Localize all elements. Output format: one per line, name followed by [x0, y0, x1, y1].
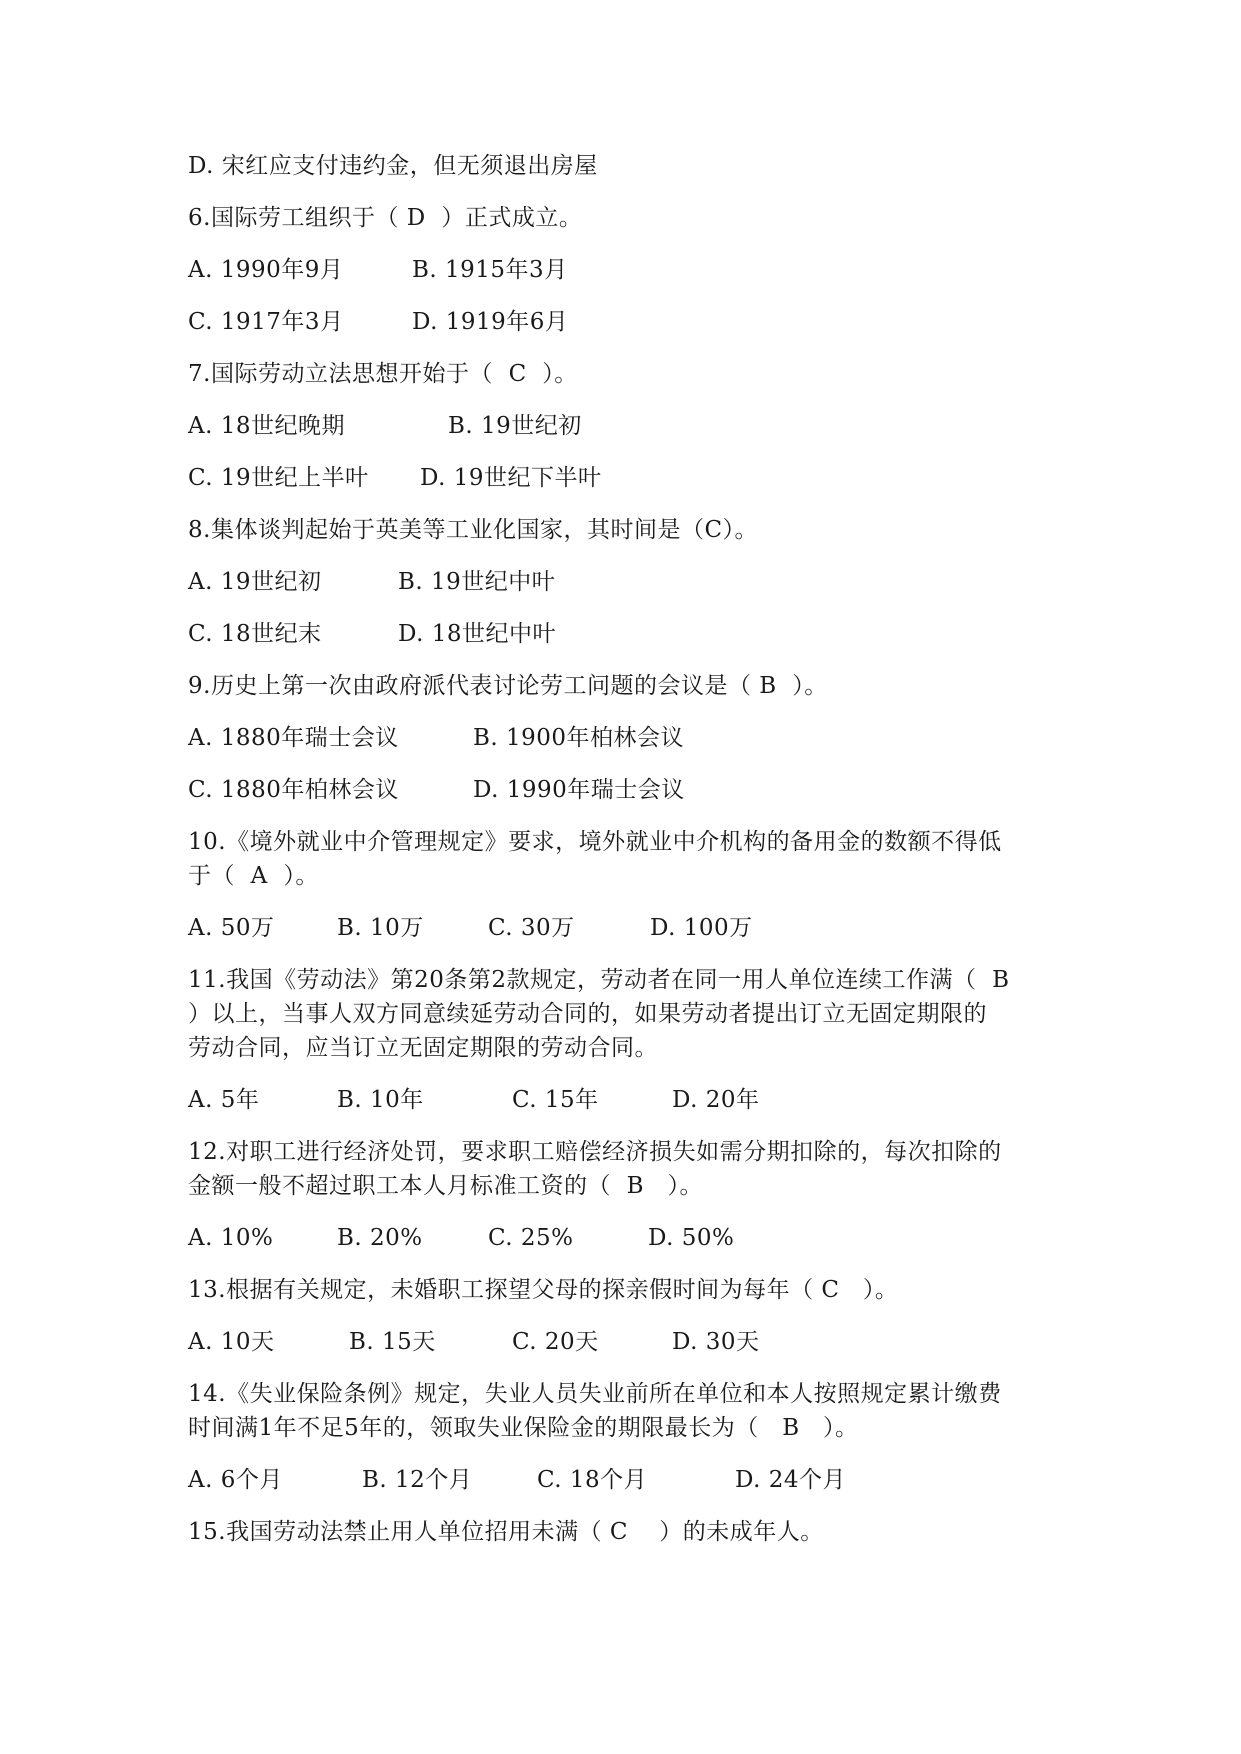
- q10-option-a: A. 50万: [188, 915, 275, 941]
- q8-option-c: C. 18世纪末: [188, 621, 322, 647]
- q11-option-b: B. 10年: [337, 1087, 424, 1113]
- question-8: 8.集体谈判起始于英美等工业化国家，其时间是（C）。: [188, 517, 759, 543]
- question-11-line-1: 11.我国《劳动法》第20条第2款规定，劳动者在同一用人单位连续工作满（ B: [188, 967, 1010, 993]
- question-6: 6.国际劳工组织于（ D ）正式成立。: [188, 205, 583, 231]
- q6-option-a: A. 1990年9月: [188, 257, 344, 283]
- q11-option-d: D. 20年: [672, 1087, 760, 1113]
- q7-option-b: B. 19世纪初: [448, 413, 582, 439]
- q9-option-b: B. 1900年柏林会议: [473, 725, 685, 751]
- question-7: 7.国际劳动立法思想开始于（ C ）。: [188, 361, 578, 387]
- q8-option-d: D. 18世纪中叶: [398, 621, 557, 647]
- q13-option-b: B. 15天: [349, 1329, 436, 1355]
- q6-option-d: D. 1919年6月: [412, 309, 569, 335]
- question-14-line-2: 时间满1年不足5年的，领取失业保险金的期限最长为（ B ）。: [188, 1415, 859, 1441]
- q7-option-a: A. 18世纪晚期: [188, 413, 345, 439]
- q13-option-d: D. 30天: [672, 1329, 760, 1355]
- q6-option-b: B. 1915年3月: [412, 257, 568, 283]
- q13-option-c: C. 20天: [512, 1329, 599, 1355]
- q7-option-d: D. 19世纪下半叶: [420, 465, 602, 491]
- q14-option-a: A. 6个月: [188, 1467, 283, 1493]
- q12-option-a: A. 10%: [188, 1225, 274, 1251]
- q10-option-d: D. 100万: [650, 915, 753, 941]
- question-11-line-2: ）以上，当事人双方同意续延劳动合同的，如果劳动者提出订立无固定期限的: [188, 1001, 987, 1027]
- question-11-line-3: 劳动合同，应当订立无固定期限的劳动合同。: [188, 1035, 658, 1061]
- q8-option-b: B. 19世纪中叶: [398, 569, 556, 595]
- q10-option-b: B. 10万: [337, 915, 424, 941]
- question-12-line-1: 12.对职工进行经济处罚，要求职工赔偿经济损失如需分期扣除的，每次扣除的: [188, 1139, 1002, 1165]
- q9-option-c: C. 1880年柏林会议: [188, 777, 399, 803]
- q14-option-b: B. 12个月: [362, 1467, 473, 1493]
- q14-option-c: C. 18个月: [537, 1467, 648, 1493]
- q7-option-c: C. 19世纪上半叶: [188, 465, 369, 491]
- question-12-line-2: 金额一般不超过职工本人月标准工资的（ B ）。: [188, 1173, 703, 1199]
- q11-option-a: A. 5年: [188, 1087, 260, 1113]
- q9-option-d: D. 1990年瑞士会议: [473, 777, 685, 803]
- question-10-line-2: 于（ A ）。: [188, 863, 319, 889]
- q8-option-a: A. 19世纪初: [188, 569, 322, 595]
- question-15: 15.我国劳动法禁止用人单位招用未满（ C ）的未成年人。: [188, 1519, 824, 1545]
- question-9: 9.历史上第一次由政府派代表讨论劳工问题的会议是（ B ）。: [188, 673, 828, 699]
- q12-option-d: D. 50%: [648, 1225, 735, 1251]
- q12-option-b: B. 20%: [337, 1225, 423, 1251]
- q13-option-a: A. 10天: [188, 1329, 275, 1355]
- q10-option-c: C. 30万: [488, 915, 575, 941]
- q11-option-c: C. 15年: [512, 1087, 599, 1113]
- q14-option-d: D. 24个月: [735, 1467, 847, 1493]
- q6-option-c: C. 1917年3月: [188, 309, 344, 335]
- q12-option-c: C. 25%: [488, 1225, 574, 1251]
- question-14-line-1: 14.《失业保险条例》规定，失业人员失业前所在单位和本人按照规定累计缴费: [188, 1381, 1002, 1407]
- question-13: 13.根据有关规定，未婚职工探望父母的探亲假时间为每年（ C ）。: [188, 1277, 899, 1303]
- q5-option-d: D. 宋红应支付违约金，但无须退出房屋: [188, 153, 598, 179]
- q9-option-a: A. 1880年瑞士会议: [188, 725, 399, 751]
- question-10-line-1: 10.《境外就业中介管理规定》要求，境外就业中介机构的备用金的数额不得低: [188, 829, 1002, 855]
